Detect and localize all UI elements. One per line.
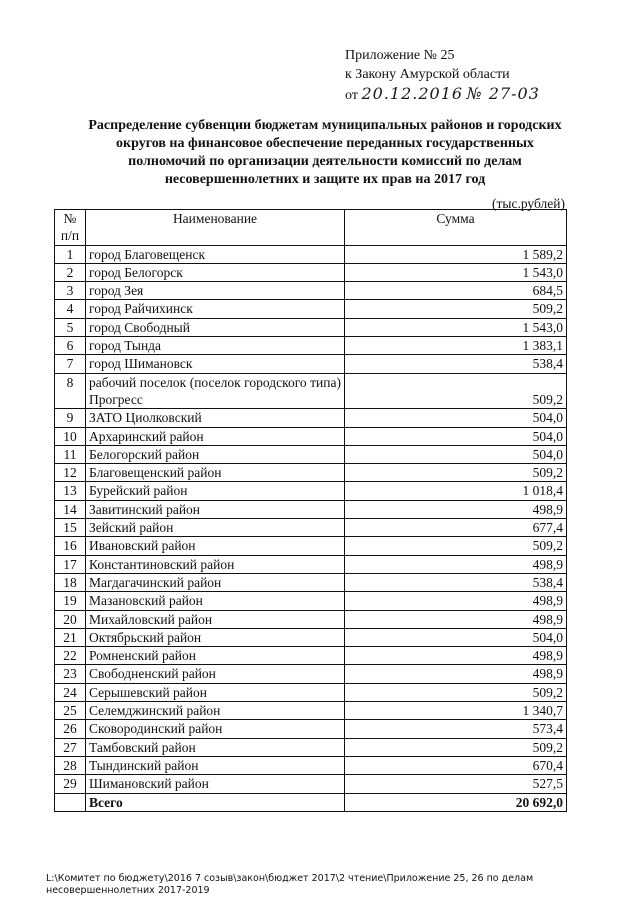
row-number: 6 <box>55 337 86 355</box>
row-sum: 1 543,0 <box>345 263 567 281</box>
annex-date-prefix: от <box>345 88 358 103</box>
row-number: 7 <box>55 355 86 373</box>
table-row <box>55 409 567 427</box>
row-name: Шимановский район <box>86 775 345 793</box>
row-name: город Свободный <box>86 318 345 336</box>
row-number: 13 <box>55 482 86 500</box>
table-row <box>55 300 567 318</box>
row-sum: 1 589,2 <box>345 245 567 263</box>
row-sum: 509,2 <box>345 537 567 555</box>
row-name: Сковородинский район <box>86 720 345 738</box>
row-number: 24 <box>55 683 86 701</box>
row-name: город Благовещенск <box>86 245 345 263</box>
row-sum: 509,2 <box>345 373 567 409</box>
annex-date-line <box>345 84 540 105</box>
row-sum: 538,4 <box>345 573 567 591</box>
row-number: 27 <box>55 738 86 756</box>
total-num-cell <box>55 793 86 811</box>
row-sum: 684,5 <box>345 282 567 300</box>
total-label: Всего <box>86 793 345 811</box>
row-sum: 1 383,1 <box>345 337 567 355</box>
subsidy-table <box>54 209 567 812</box>
table-row <box>55 427 567 445</box>
table-row <box>55 628 567 646</box>
header-num: № п/п <box>55 210 86 246</box>
row-name: Серышевский район <box>86 683 345 701</box>
row-number: 4 <box>55 300 86 318</box>
row-sum: 498,9 <box>345 592 567 610</box>
row-name: Тамбовский район <box>86 738 345 756</box>
row-sum: 670,4 <box>345 756 567 774</box>
row-number: 20 <box>55 610 86 628</box>
row-number: 26 <box>55 720 86 738</box>
row-name: город Райчихинск <box>86 300 345 318</box>
row-sum: 538,4 <box>345 355 567 373</box>
row-sum: 498,9 <box>345 665 567 683</box>
table-row <box>55 610 567 628</box>
table-row <box>55 683 567 701</box>
row-name: Мазановский район <box>86 592 345 610</box>
row-number: 29 <box>55 775 86 793</box>
row-name: город Шимановск <box>86 355 345 373</box>
handwritten-number: № 27-03 <box>466 84 540 103</box>
table-row <box>55 282 567 300</box>
row-number: 10 <box>55 427 86 445</box>
table-row <box>55 738 567 756</box>
row-number: 19 <box>55 592 86 610</box>
row-name: Ивановский район <box>86 537 345 555</box>
table-row <box>55 555 567 573</box>
row-number: 16 <box>55 537 86 555</box>
table-row <box>55 647 567 665</box>
table-row <box>55 482 567 500</box>
row-sum: 1 340,7 <box>345 702 567 720</box>
row-sum: 504,0 <box>345 427 567 445</box>
row-sum: 509,2 <box>345 300 567 318</box>
row-name: Магдагачинский район <box>86 573 345 591</box>
row-name: Ромненский район <box>86 647 345 665</box>
row-number: 17 <box>55 555 86 573</box>
row-sum: 504,0 <box>345 445 567 463</box>
row-name: Свободненский район <box>86 665 345 683</box>
row-name: Завитинский район <box>86 500 345 518</box>
row-number: 11 <box>55 445 86 463</box>
row-number: 25 <box>55 702 86 720</box>
row-name: Белогорский район <box>86 445 345 463</box>
row-sum: 498,9 <box>345 610 567 628</box>
table-row <box>55 245 567 263</box>
row-name: Бурейский район <box>86 482 345 500</box>
row-sum: 1 018,4 <box>345 482 567 500</box>
row-sum: 504,0 <box>345 409 567 427</box>
table-row <box>55 573 567 591</box>
row-sum: 1 543,0 <box>345 318 567 336</box>
row-name: Благовещенский район <box>86 464 345 482</box>
row-number: 22 <box>55 647 86 665</box>
row-name: Архаринский район <box>86 427 345 445</box>
header-sum: Сумма <box>345 210 567 246</box>
row-number: 18 <box>55 573 86 591</box>
table-row <box>55 665 567 683</box>
table-row <box>55 702 567 720</box>
table-row <box>55 318 567 336</box>
document-title: Распределение субвенции бюджетам муниципальных районов и городских округов на финансовое обеспечение переданных государственных полномочий по организации деятельности комиссий по делам несовершеннолетних и защите их прав на 2017 год <box>88 118 562 187</box>
table-row <box>55 775 567 793</box>
row-sum: 677,4 <box>345 519 567 537</box>
row-number: 5 <box>55 318 86 336</box>
total-sum: 20 692,0 <box>345 793 567 811</box>
row-name: город Белогорск <box>86 263 345 281</box>
table-row <box>55 337 567 355</box>
row-sum: 573,4 <box>345 720 567 738</box>
table-row <box>55 373 567 409</box>
row-name: Селемджинский район <box>86 702 345 720</box>
row-sum: 509,2 <box>345 738 567 756</box>
row-sum: 509,2 <box>345 683 567 701</box>
annex-block <box>345 46 540 105</box>
row-name: город Зея <box>86 282 345 300</box>
row-number: 9 <box>55 409 86 427</box>
table-row <box>55 500 567 518</box>
row-sum: 527,5 <box>345 775 567 793</box>
row-sum: 498,9 <box>345 500 567 518</box>
row-number: 15 <box>55 519 86 537</box>
total-row <box>55 793 567 811</box>
annex-number: Приложение № 25 <box>345 48 455 63</box>
row-name: ЗАТО Циолковский <box>86 409 345 427</box>
row-name: Константиновский район <box>86 555 345 573</box>
header-name: Наименование <box>86 210 345 246</box>
row-number: 12 <box>55 464 86 482</box>
row-sum: 498,9 <box>345 647 567 665</box>
handwritten-date: 20.12.2016 <box>361 84 464 103</box>
table-row <box>55 355 567 373</box>
row-sum: 498,9 <box>345 555 567 573</box>
row-number: 3 <box>55 282 86 300</box>
row-number: 2 <box>55 263 86 281</box>
table-header-row <box>55 210 567 246</box>
row-name: Тындинский район <box>86 756 345 774</box>
table-row <box>55 519 567 537</box>
table-row <box>55 592 567 610</box>
row-sum: 504,0 <box>345 628 567 646</box>
table-row <box>55 756 567 774</box>
row-number: 21 <box>55 628 86 646</box>
table-row <box>55 263 567 281</box>
units-label: (тыс.рублей) <box>492 196 565 211</box>
row-name: рабочий поселок (поселок городского типа) Прогресс <box>86 373 345 409</box>
table-row <box>55 720 567 738</box>
table-row <box>55 537 567 555</box>
table-row <box>55 445 567 463</box>
row-number: 28 <box>55 756 86 774</box>
row-name: город Тында <box>86 337 345 355</box>
row-number: 23 <box>55 665 86 683</box>
row-name: Михайловский район <box>86 610 345 628</box>
row-number: 14 <box>55 500 86 518</box>
row-name: Зейский район <box>86 519 345 537</box>
table-row <box>55 464 567 482</box>
annex-law: к Закону Амурской области <box>345 67 510 82</box>
row-number: 1 <box>55 245 86 263</box>
row-sum: 509,2 <box>345 464 567 482</box>
row-name: Октябрьский район <box>86 628 345 646</box>
file-path-footer: L:\Комитет по бюджету\2016 7 созыв\закон\бюджет 2017\2 чтение\Приложение 25, 26 по делам несовершеннолетних 2017-2019 <box>46 873 534 896</box>
row-number: 8 <box>55 373 86 409</box>
